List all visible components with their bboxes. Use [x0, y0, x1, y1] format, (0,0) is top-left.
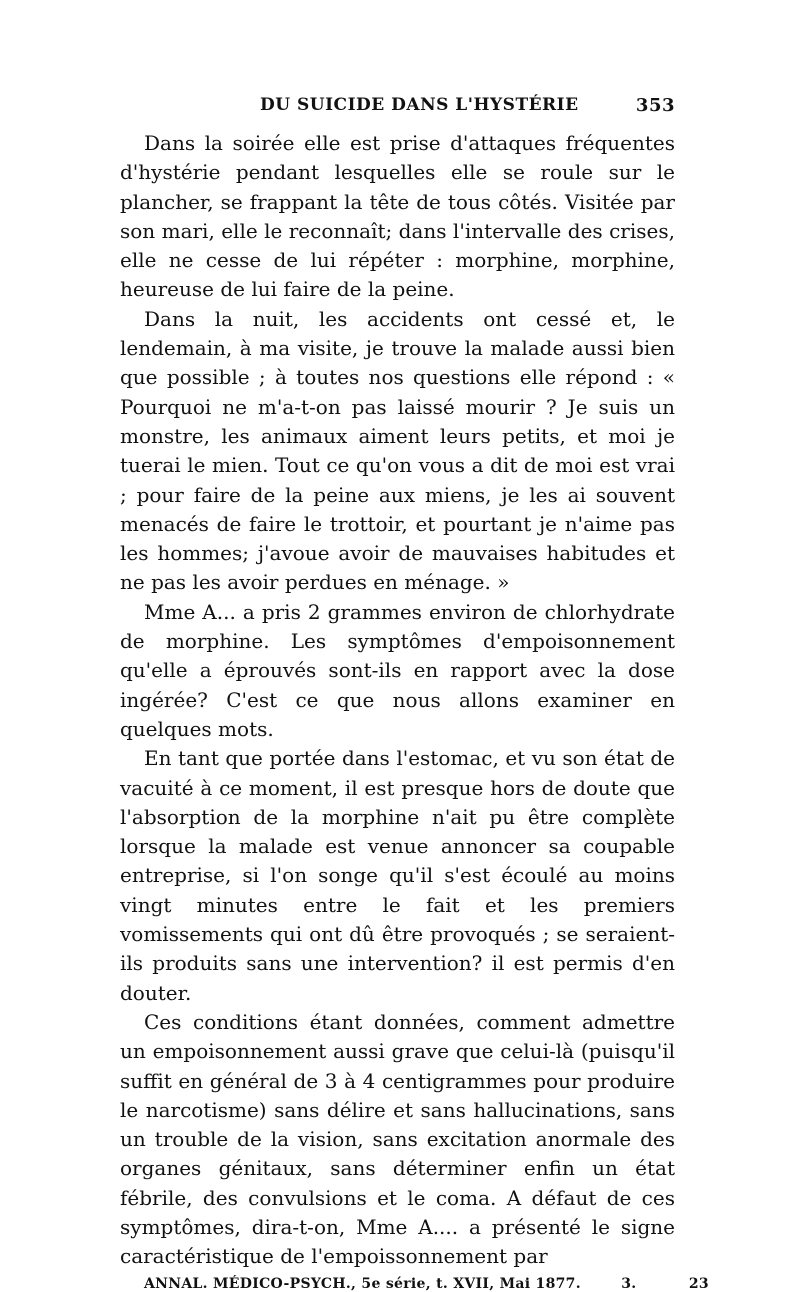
footer-signature-page: 23 [688, 1275, 709, 1292]
paragraph-1: Dans la soirée elle est prise d'attaques fréquentes d'hystérie pendant lesquelles elle se roule sur le plancher, se frappant la tête de tous côtés. Visitée par son mari, elle le reconnaît; dans l'intervalle des crises, elle ne cesse de lui répéter : morphine, morphine, heureuse de lui faire de la peine. [120, 131, 675, 302]
paragraph-5: Ces conditions étant données, comment admettre un empoisonnement aussi grave que celui-là (puisqu'il suffit en général de 3 à 4 centigrammes pour produire le narcotisme) sans délire et sans hallucinations, sans un trouble de la vision, sans excitation anormale des organes génitaux, sans déterminer enfin un état fébrile, des convulsions et le coma. A défaut de ces symptômes, dira-t-on, Mme A.... a présenté le signe caractéristique de l'empoissonnement par [120, 1009, 675, 1269]
signature-footer [120, 1275, 709, 1292]
footer-journal: ANNAL. MÉDICO-PSYCH., [144, 1275, 357, 1292]
paragraph-2: Dans la nuit, les accidents ont cessé et, le lendemain, à ma visite, je trouve la malade aussi bien que possible ; à toutes nos questions elle répond : « Pourquoi ne m'a-t-on pas laissé mourir ? Je suis un monstre, les animaux aiment leurs petits, et moi je tuerai le mien. Tout ce qu'on vous a dit de moi est vrai ; pour faire de la peine aux miens, je les ai souvent menacés de faire le trottoir, et pourtant je n'aime pas les hommes; j'avoue avoir de mauvaises habitudes et ne pas les avoir perdues en ménage. » [120, 306, 675, 595]
page-number: 353 [635, 95, 675, 116]
body-text [120, 129, 675, 1272]
paragraph-3: Mme A... a pris 2 grammes environ de chlorhydrate de morphine. Les symptômes d'empoisonnement qu'elle a éprouvés sont-ils en rapport avec la dose ingérée? C'est ce que nous allons examiner en quelques mots. [120, 599, 675, 741]
running-head [120, 95, 675, 129]
footer-series: 5e série, t. XVII, Mai 1877. [361, 1275, 581, 1292]
running-title: DU SUICIDE DANS L'HYSTÉRIE [260, 95, 579, 115]
page [120, 95, 709, 1292]
footer-signature-number: 3. [621, 1275, 637, 1292]
paragraph-4: En tant que portée dans l'estomac, et vu son état de vacuité à ce moment, il est presque hors de doute que l'absorption de la morphine n'ait pu être complète lorsque la malade est venue annoncer sa coupable entreprise, si l'on songe qu'il s'est écoulé au moins vingt minutes entre le fait et les premiers vomissements qui ont dû être provoqués ; se seraient-ils produits sans une intervention? il est permis d'en douter. [120, 746, 675, 1005]
